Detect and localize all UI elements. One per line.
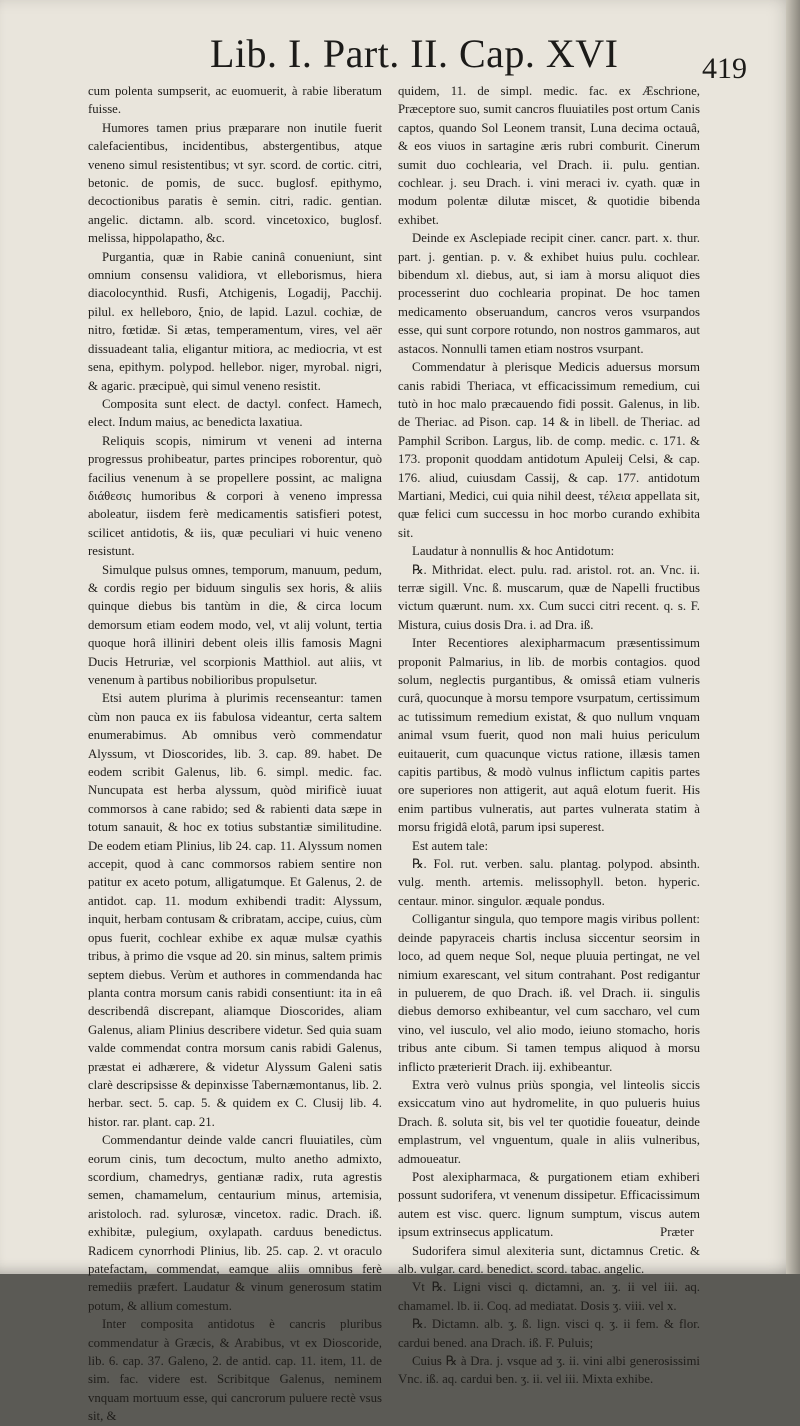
paragraph: Post alexipharmaca, & purgationem etiam exhiberi possunt sudorifera, vt venenum dissipetur. Efficacissimum autem est visc. querc. lignum sumptum, viscus autem ipsum extrinsecus applicatum.: [398, 1169, 700, 1240]
paragraph: Composita sunt elect. de dactyl. confect. Hamech, elect. Indum maius, ac benedicta laxatiua.: [88, 396, 382, 430]
recipe: Vt ℞. Ligni visci q. dictamni, an. ʒ. ii vel iii. aq. chamamel. lb. ii. Coq. ad mediatat. Dosis ʒ. viii. vel x.: [398, 1280, 700, 1313]
chapter-heading: Lib. I. Part. II. Cap. XVI: [210, 31, 619, 76]
paragraph: Etsi autem plurima à plurimis recenseantur: tamen cùm non pauca ex iis fabulosa videantur, certa saltem enumerabimus. Ab omnibus verò commendatur Alyssum, vt Dioscorides, lib. 3. cap. 89. habet. De eodem scribit Galenus, lib. 6. simpl. medic. fac. Nuncupata est herba alyssum, quòd mirificè iuuat commorsos à cane rabido; sed & rabienti data sæpe in totum sanauit, & hoc ex totius substantiæ similitudine. De eodem etiam Plinius, lib 24. cap. 11. Alyssum nomen accepit, quod à canc commorsos rabiem sentire non patitur ex aceto potum, alligatumque. Et Galenus, 2. de antidot. cap. 11. modum exhibendi tradit: Alyssum, inquit, herbam contusam & cribratam, accipe, cuius, cùm opus fuerit, cochlear exhibe ex aquæ mulsæ cyathis tribus, à primo die vsque ad 20. sin minus, saltem primis septem diebus. Verùm et authores in commendanda hac planta contra morsum canis rabidi consentiunt: ita in eâ describendâ discrepant, aliamque Dioscorides, aliam Galenus, aliam Plinius describere videtur. Sed quia suam valde commendat contra morsum canis rabidi Galenus, præstat ei adhærere, & videtur Alyssum Galeni satis clarè descripsisse & depinxisse Tabernæmontanus, lib. 2. herbar. sect. 5. cap. 5. & quidem ex C. Clusij lib. 4. histor. rar. plant. cap. 21.: [88, 691, 382, 1129]
recipe: ℞. Fol. rut. verben. salu. plantag. polypod. absinth. vulg. menth. artemis. melissophyll. beton. hyperic. centaur. minor. singulor. æquale pondus.: [398, 857, 700, 908]
paragraph: Colligantur singula, quo tempore magis viribus pollent: deinde papyraceis chartis inclusa siccentur seorsim in loco, ad quem neque Sol, neque pluuia pertingat, ne vel nimium exarescant, vel situm contrahant. Post redigantur in puluerem, de quo Drach. iß. vel Drach. ii. singulis diebus demorso exhibeantur, vel cum saccharo, vel cum vino, vel iusculo, vel alio modo, ieiuno stomacho, horis tribus ante cibum. Si tamen tempus aliquod à morsu inflicto præterierit Drach. iij. exhibeantur.: [398, 912, 700, 1074]
catchword: Præter: [660, 1224, 694, 1239]
paragraph: cum polenta sumpserit, ac euomuerit, à rabie liberatum fuisse.: [88, 84, 382, 117]
page-edge-shadow: [786, 0, 800, 1274]
paragraph: Sudorifera simul alexiteria sunt, dictamnus Cretic. & alb. vulgar. card. benedict. scord. tabac. angelic.: [398, 1243, 700, 1276]
right-column: [398, 82, 700, 1389]
page-number: 419: [702, 52, 747, 85]
recipe: Cuius ℞ à Dra. j. vsque ad ʒ. ii. vini albi generosissimi Vnc. iß. aq. cardui ben. ʒ. ii. vel iii. Mixta exhibe.: [398, 1354, 700, 1387]
paragraph: Inter composita antidotus è cancris pluribus commendatur à Græcis, & Arabibus, vt ex Dioscoride, lib. 6. cap. 37. Galeno, 2. de antid. cap. 11. item, 11. de sim. fac. videre est. Scribitque Galenus, neminem vnquam mortuum esse, qui cancrorum puluere rectè vsus sit, &: [88, 1317, 382, 1424]
paragraph: Laudatur à nonnullis & hoc Antidotum:: [412, 544, 615, 559]
paragraph: Purgantia, quæ in Rabie caninâ conueniunt, sint omnium consensu validiora, vt elleborismus, hiera diacolocynthid. Rusfi, Atchigenis, Logadij, Pacchij. pilul. ex helleboro, ξnio, de lapid. Lazul. cochiæ, de nitro, fœtidæ. Si ætas, temperamentum, vires, vel aër dissuadeant talia, eligantur mitiora, ac mediocria, vt est sena, epithym. polypod. hellebor. niger, myrobal. nigri, & agaric. præcipuè, qui simul veneno resistit.: [88, 249, 382, 393]
paragraph: Humores tamen prius præparare non inutile fuerit calefacientibus, incidentibus, abstergentibus, atque veneno simul resistentibus; vt syr. scord. de cortic. citri, betonic. de pomis, de succ. buglosf. epithymo, decoctionibus paratis è semin. citri, radic. gentian. angelic. dictamn. alb. scord. vincetoxico, buglosf. melissa, hippolapatho, &c.: [88, 120, 382, 246]
paragraph: Reliquis scopis, nimirum vt veneni ad interna progressus prohibeatur, partes principes roborentur, quò facilius venenum à se propellere possint, ac maligna διάθεσις humoribus & corpori à veneno impressa aboleatur, iisdem ferè medicamentis satisfieri potest, scilicet antidotis, & iis, quæ peculiari vi huic veneno resistunt.: [88, 433, 382, 559]
paragraph: Simulque pulsus omnes, temporum, manuum, pedum, & cordis regio per biduum singulis sex horis, & aliis quinque diebus bis tantùm in die, & circa locum demorsum etiam eodem modo, vel, vt alij volunt, tertia quoque horâ illiniri debent oleis illis famosis Magni Ducis Hetruriæ, vel scorpionis Matthiol. aut aliis, vt venenum à partibus nobilioribus propulsetur.: [88, 562, 382, 687]
left-column: [88, 82, 382, 1426]
paragraph: Commendatur à plerisque Medicis aduersus morsum canis rabidi Theriaca, vt efficacissimum remedium, cui tutò in hoc malo præcauendo fidi possit. Galenus, in lib. de Theriac. ad Pison. cap. 14 & in libell. de Theriac. ad Pamphil Scribon. Largus, lib. de comp. medic. c. 171. & 173. proponit quoddam antidotum Apuleij Celsi, & cap. 176. aliud, cuiusdam Cassij, & cap. 177. antidotum Martiani, Medici, cui quia nihil deest, τέλεια appellata sit, quæ felici cum successu in hoc morbo curando exhibita sit.: [398, 360, 700, 540]
paragraph: Commendantur deinde valde cancri fluuiatiles, cùm eorum cinis, tum decoctum, multo anetho admixto, scordium, chamedrys, gentianæ radix, ruta agrestis semen, chamamelum, centaurium minus, artemisia, aristoloch. rad. sylurosæ, vincetox. radic. Drach. iß. exhibitæ, pulegium, oxylapath. carduus benedictus. Radicem cynorrhodi Plinius, lib. 25. cap. 2. vt oraculo patefactam, commendat, eamque aliis omnibus ferè remediis præfert. Laudatur & vinum generosum statim potum, & allium comestum.: [88, 1133, 382, 1313]
paragraph: Extra verò vulnus priùs spongia, vel linteolis siccis exsiccatum vino aut hydromelite, in quo pulueris huius Drach. ß. soluta sit, bis vel ter quotidie foueatur, deinde emplastrum, vel vnguentum, quale in aliis vulneribus, admoueatur.: [398, 1077, 700, 1166]
paragraph: quidem, 11. de simpl. medic. fac. ex Æschrione, Præceptore suo, sumit cancros fluuiatiles post ortum Canis captos, quando Sol Leonem transit, Luna decima octauâ, & eos viuos in sartagine æris rubri comburit. Cinerum sumit duo cochlearia, vel Drach. ii. pulu. gentian. cochlear. j. seu Drach. i. vini meraci iv. cyath. quæ in modum polentæ dilutæ miscet, & quotidie bibenda exhibet.: [398, 84, 700, 227]
running-header: [0, 22, 800, 85]
paragraph: Est autem tale:: [412, 838, 489, 853]
paragraph: Deinde ex Asclepiade recipit ciner. cancr. part. x. thur. part. j. gentian. p. v. & exhibet huius pulu. cochlear. bibendum xl. diebus, aut, si iam à morsu aliquot dies processerint duo cochlearia propinat. De hoc tamen medicamento obseruandum, cancros veros vsurpandos esse, qui sunt corpore rotundo, non nostros gammaros, aut astacos. Nonnulli tamen etiam nostros vsurpant.: [398, 231, 700, 356]
recipe: ℞. Dictamn. alb. ʒ. ß. lign. visci q. ʒ. ii fem. & flor. cardui bened. ana Drach. iß. F. Puluis;: [398, 1317, 700, 1350]
paragraph: Inter Recentiores alexipharmacum præsentissimum proponit Palmarius, in lib. de morbis contagios. quod solum, neglectis purgantibus, & omissâ etiam vulneris curâ, quocunque à morsu tempore vsurpatum, certissimum ac tutissimum remedium existat, & quo nullum vnquam animal vsum fuerit, quod non mali huius periculum euitauerit, cum quacunque victus ratione, illæsis tamen capitis partibus, & modò vulnus inflictum capitis partes ore superiores non attigerit, aut aquâ elotum fuerit. His enim partibus vulneratis, aut partes vulnerata statim à morsu frigidâ elotâ, parum ipsi superest.: [398, 636, 700, 835]
recipe: ℞. Mithridat. elect. pulu. rad. aristol. rot. an. Vnc. ii. terræ sigill. Vnc. ß. muscarum, quæ de Napelli fructibus victum quærunt. num. xx. Cum succi citri recent. q. s. F. Mistura, cuius dosis Dra. i. ad Dra. iß.: [398, 562, 700, 632]
